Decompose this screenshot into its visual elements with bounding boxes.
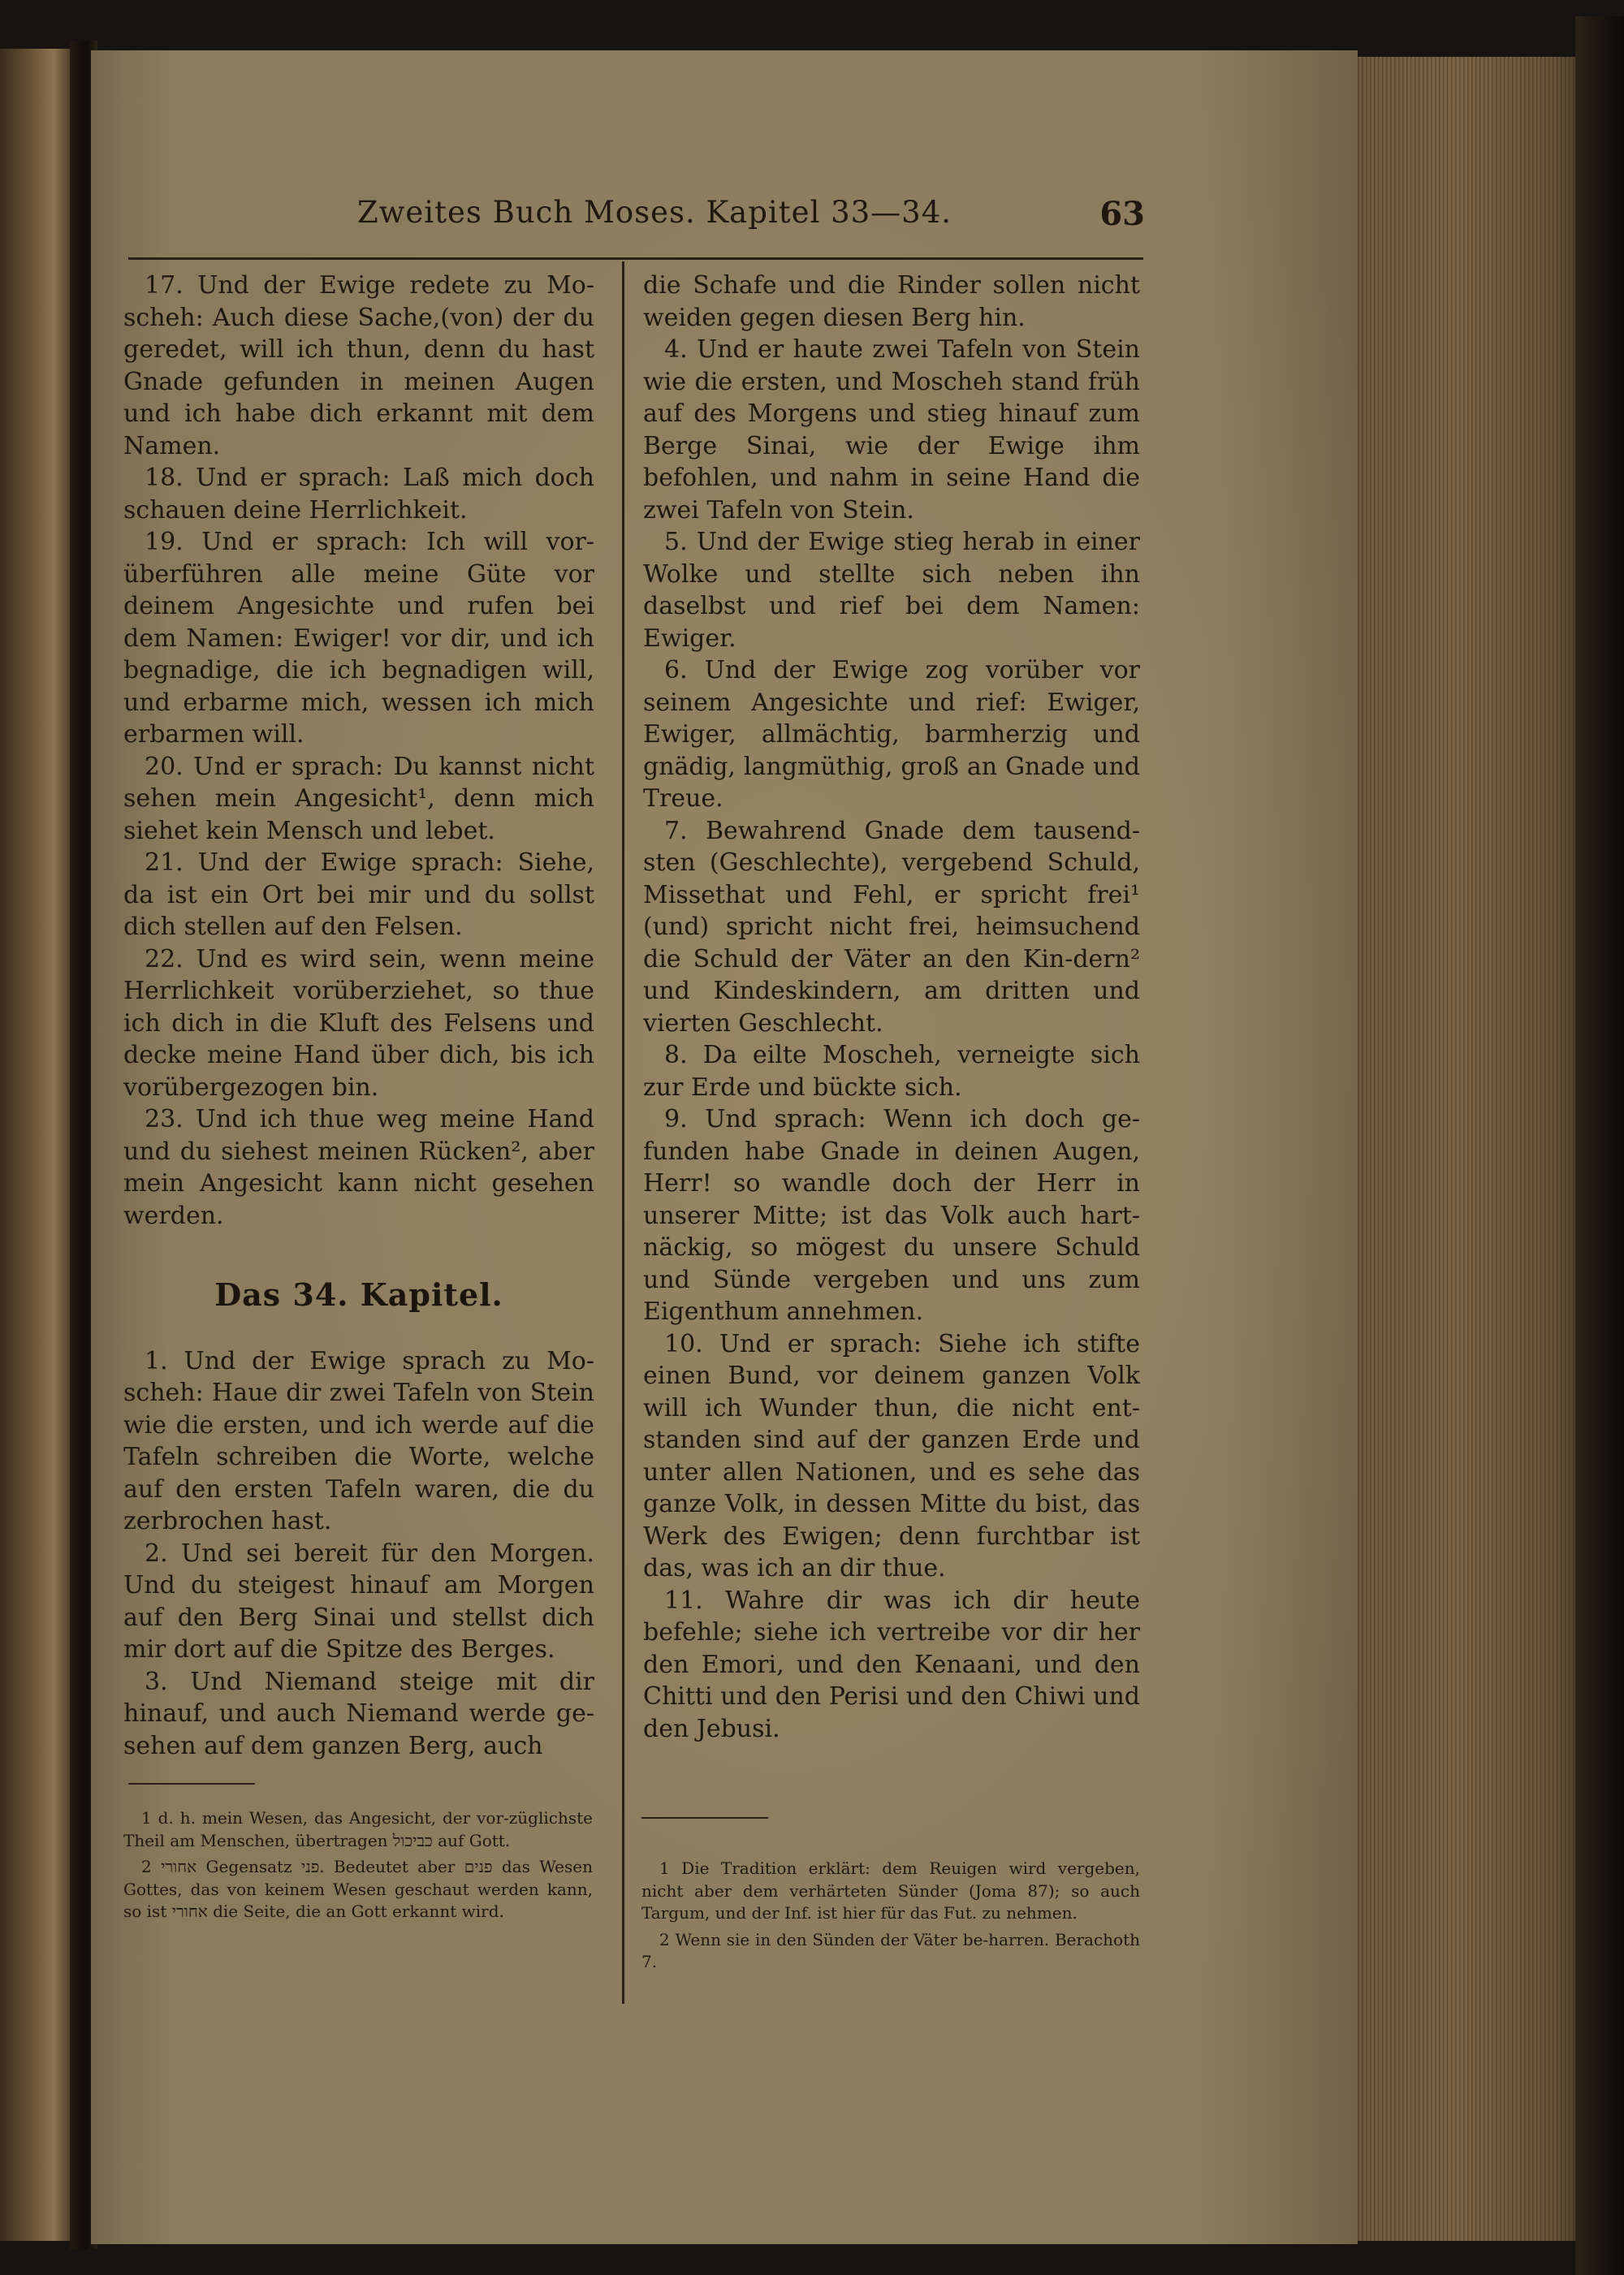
header-rule (128, 257, 1143, 260)
verse-34-2: 2. Und sei bereit für den Morgen. Und du steigest hinauf am Morgen auf den Berg Sinai und stellst dich mir dort auf die Spitze des Berges. (123, 1539, 594, 1664)
chapter-heading: Das 34. Kapitel. (214, 1276, 503, 1313)
footnotes-right (641, 1858, 1140, 1978)
verse-33-22: 22. Und es wird sein, wenn meine Herrlichkeit vorüberziehet, so thue ich dich in die Kluft des Felsens und decke meine Hand über dich, bis ich vorübergezogen bin. (123, 944, 594, 1102)
verse-34-3-continuation: die Schafe und die Rinder sollen nicht weiden gegen diesen Berg hin. (643, 271, 1140, 332)
footnote-right-2: 2 Wenn sie in den Sünden der Väter be-harren. Berachoth 7. (641, 1929, 1140, 1971)
verse-33-18: 18. Und er sprach: Laß mich doch schauen deine Herrlichkeit. (123, 464, 594, 525)
verse-33-17: 17. Und der Ewige redete zu Mo-scheh: Auch diese Sache,(von) der du geredet, will ich thun, denn du hast Gnade gefunden in meinen Augen und ich habe dich erkannt mit dem Namen. (123, 271, 594, 460)
footnote-rule-right (641, 1817, 768, 1819)
footnotes-left (123, 1807, 593, 1927)
facing-page-edge (0, 49, 71, 2241)
verse-34-5: 5. Und der Ewige stieg herab in einer Wolke und stellte sich neben ihn daselbst und rief bei dem Namen: Ewiger. (643, 528, 1140, 653)
footnote-rule-left (128, 1783, 255, 1785)
page-block-edges (1358, 57, 1601, 2241)
running-title: Zweites Buch Moses. Kapitel 33—34. (357, 195, 952, 230)
verse-34-1: 1. Und der Ewige sprach zu Mo-scheh: Haue dir zwei Tafeln von Stein wie die ersten, und ich werde auf die Tafeln schreiben die Worte, welche auf den ersten Tafeln waren, die du zerbrochen hast. (123, 1346, 594, 1535)
verse-34-4: 4. Und er haute zwei Tafeln von Stein wie die ersten, und Moscheh stand früh auf des Morgens und stieg hinauf zum Berge Sinai, wie der Ewige ihm befohlen, und nahm in seine Hand die zwei Tafeln von Stein. (643, 335, 1140, 525)
footnote-left-2: 2 אחורי Gegensatz פני. Bedeutet aber פנים das Wesen Gottes, das von keinem Wesen geschaut werden kann, so ist אחורי die Seite, die an Gott erkannt wird. (123, 1857, 593, 1921)
verse-34-6: 6. Und der Ewige zog vorüber vor seinem Angesichte und rief: Ewiger, Ewiger, allmächtig, barmherzig und gnädig, langmüthig, groß an Gnade und Treue. (643, 656, 1140, 813)
verse-33-23: 23. Und ich thue weg meine Hand und du siehest meinen Rücken², aber mein Angesicht kann nicht gesehen werden. (123, 1105, 594, 1230)
footnote-right-1: 1 Die Tradition erklärt: dem Reuigen wird vergeben, nicht aber dem verhärteten Sünder (Joma 87); so auch Targum, und der Inf. ist hier für das Fut. zu nehmen. (641, 1858, 1140, 1923)
verse-34-7: 7. Bewahrend Gnade dem tausend-sten (Geschlechte), vergebend Schuld, Missethat und Fehl, er spricht frei¹ (und) spricht nicht frei, heimsuchend die Schuld der Väter an den Kin-dern² und Kindeskindern, am dritten und vierten Geschlecht. (643, 816, 1140, 1038)
verse-34-9: 9. Und sprach: Wenn ich doch ge-funden habe Gnade in deinen Augen, Herr! so wandle doch der Herr in unserer Mitte; ist das Volk auch hart-näckig, so mögest du unsere Schuld und Sünde vergeben und uns zum Eigenthum annehmen. (643, 1105, 1140, 1326)
left-column (123, 270, 594, 1762)
right-column (643, 270, 1140, 1745)
verse-34-11: 11. Wahre dir was ich dir heute befehle; siehe ich vertreibe vor dir her den Emori, und den Kenaani, und den Chitti und den Perisi und den Chiwi und den Jebusi. (643, 1586, 1140, 1743)
footnote-left-1: 1 d. h. mein Wesen, das Angesicht, der vor-züglichste Theil am Menschen, übertragen כביכול auf Gott. (123, 1808, 593, 1850)
verse-33-20: 20. Und er sprach: Du kannst nicht sehen mein Angesicht¹, denn mich siehet kein Mensch und lebet. (123, 752, 594, 845)
verse-34-8: 8. Da eilte Moscheh, verneigte sich zur Erde und bückte sich. (643, 1041, 1140, 1102)
column-divider (622, 261, 624, 2004)
book-cover-edge (1575, 16, 1624, 2275)
verse-34-10: 10. Und er sprach: Siehe ich stifte einen Bund, vor deinem ganzen Volk will ich Wunder thun, die nicht ent-standen sind auf der ganzen Erde und unter allen Nationen, und es sehe das ganze Volk, in dessen Mitte du bist, das Werk des Ewigen; denn furchtbar ist das, was ich an dir thue. (643, 1329, 1140, 1582)
verse-33-19: 19. Und er sprach: Ich will vor-überführen alle meine Güte vor deinem Angesichte und rufen bei dem Namen: Ewiger! vor dir, und ich begnadige, die ich begnadigen will, und erbarme mich, wessen ich mich erbarmen will. (123, 528, 594, 749)
verse-34-3: 3. Und Niemand steige mit dir hinauf, und auch Niemand werde ge-sehen auf dem ganzen Berg, auch (123, 1667, 594, 1760)
verse-33-21: 21. Und der Ewige sprach: Siehe, da ist ein Ort bei mir und du sollst dich stellen auf den Felsen. (123, 848, 594, 941)
page-number: 63 (1099, 195, 1145, 233)
